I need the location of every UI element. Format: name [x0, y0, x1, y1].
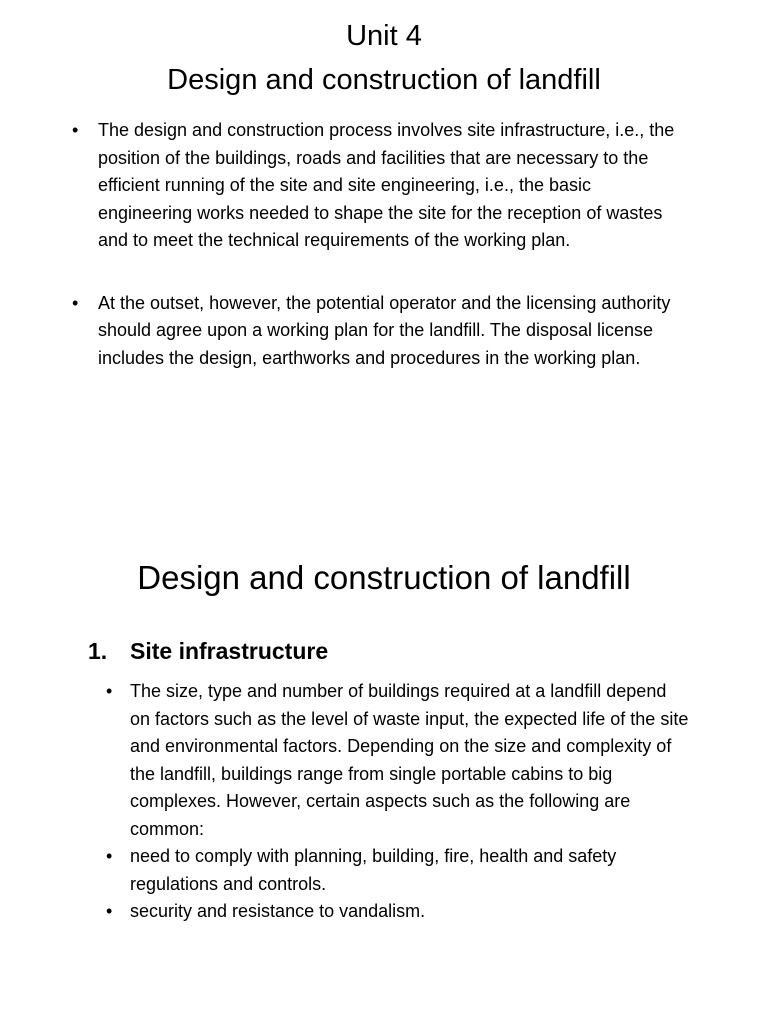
slide-title-line-2: Design and construction of landfill — [167, 64, 601, 96]
bullet-text: The size, type and number of buildings required at a landfill depend on factors such as the level of waste input, the expected life of the site and environmental factors. Depending on the size and complexity of the landfill, buildings range from single portable cabins to big complexes. However, certain aspects such as the following are common: — [130, 681, 689, 839]
slide-2 — [0, 500, 768, 1024]
bullet-text: security and resistance to vandalism. — [130, 901, 426, 921]
bullet-text: At the outset, however, the potential operator and the licensing authority should agree upon a working plan for the landfill. The disposal license includes the design, earthworks and procedures in the working plan. — [98, 292, 671, 368]
section-heading-text: Site infrastructure — [130, 638, 329, 664]
bullet-item — [72, 117, 678, 255]
bullet-icon: • — [72, 292, 79, 313]
bullet-list — [72, 117, 678, 372]
section-number: 1. — [88, 638, 108, 664]
bullet-text: The design and construction process involves site infrastructure, i.e., the position of the buildings, roads and facilities that are necessary to the efficient running of the site and site engineering, i.e., the basic engineering works needed to shape the site for the reception of wastes and to meet the technical requirements of the working plan. — [98, 120, 675, 250]
bullet-list — [106, 678, 690, 926]
bullet-item — [106, 678, 690, 843]
bullet-item — [106, 843, 690, 898]
bullet-item — [72, 290, 678, 373]
slide-title: Design and construction of landfill — [137, 559, 631, 596]
slide-1 — [0, 0, 768, 500]
bullet-text: need to comply with planning, building, fire, health and safety regulations and controls. — [130, 846, 617, 894]
bullet-item — [106, 898, 690, 926]
section-heading — [88, 634, 328, 668]
slide-title-line-1: Unit 4 — [346, 20, 422, 52]
bullet-icon: • — [72, 120, 79, 140]
bullet-icon: • — [106, 901, 113, 921]
bullet-icon: • — [106, 681, 113, 701]
bullet-icon: • — [106, 846, 113, 866]
